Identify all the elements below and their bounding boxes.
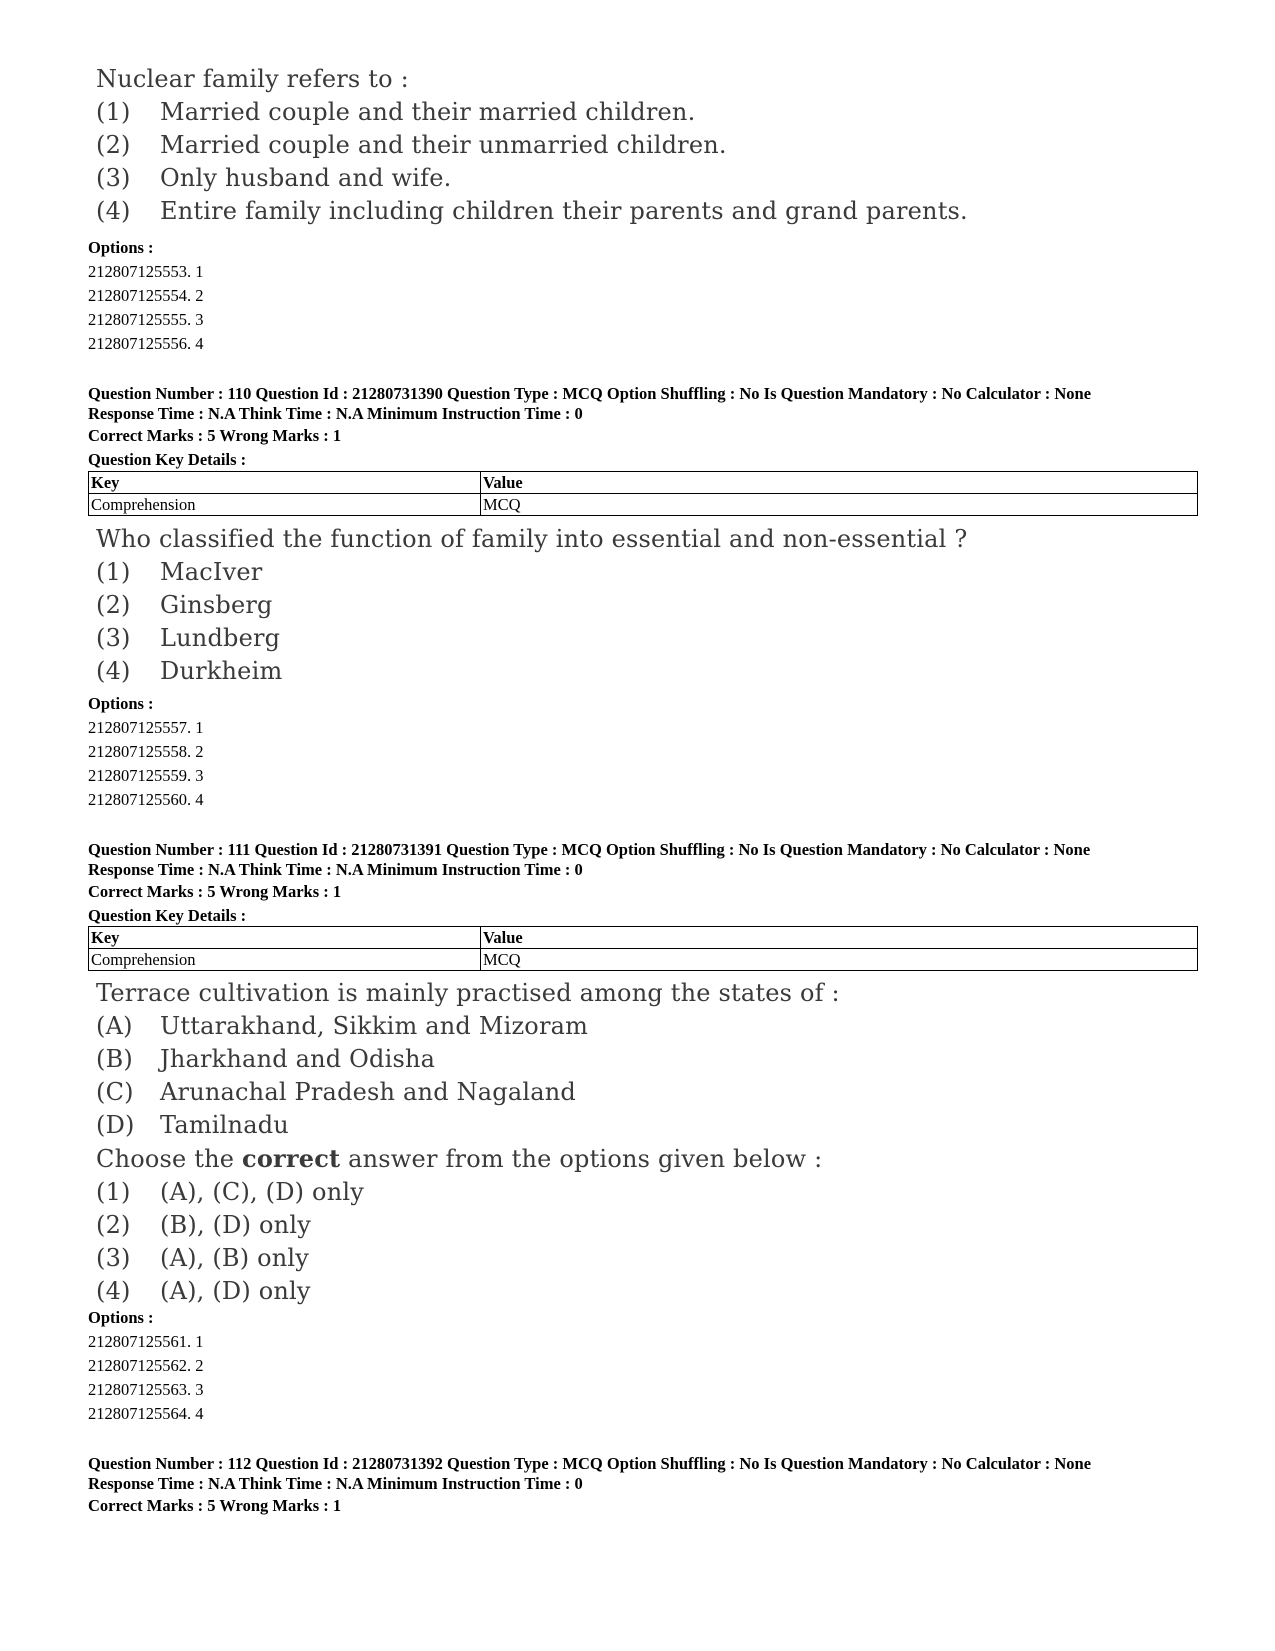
question-meta-111 <box>88 840 1090 880</box>
table-cell-value: MCQ <box>481 494 1198 516</box>
meta-line: Response Time : N.A Think Time : N.A Minimum Instruction Time : 0 <box>88 404 583 423</box>
meta-line: Question Number : 111 Question Id : 21280731391 Question Type : MCQ Option Shuffling : No Is Question Mandatory : No Calculator : None <box>88 840 1091 859</box>
meta-line: Question Number : 110 Question Id : 21280731390 Question Type : MCQ Option Shuffling : No Is Question Mandatory : No Calculator : None <box>88 384 1092 403</box>
marks-111 <box>88 880 341 928</box>
options-block-109 <box>88 236 204 356</box>
table-cell-key: Comprehension <box>89 494 481 516</box>
table-header-key: Key <box>89 472 481 494</box>
question-meta-110 <box>88 384 1091 424</box>
question-image-110 <box>96 522 967 688</box>
question-stem: Terrace cultivation is mainly practised among the states of : <box>96 979 840 1007</box>
meta-line: Question Number : 112 Question Id : 21280731392 Question Type : MCQ Option Shuffling : No Is Question Mandatory : No Calculator : None <box>88 1454 1092 1473</box>
question-statement: (A) Uttarakhand, Sikkim and Mizoram <box>96 1012 589 1040</box>
question-option: (1) MacIver <box>96 558 263 586</box>
question-option: (4) (A), (D) only <box>96 1277 311 1305</box>
question-meta-112 <box>88 1454 1091 1494</box>
meta-line: Response Time : N.A Think Time : N.A Minimum Instruction Time : 0 <box>88 860 583 879</box>
question-option: (1) (A), (C), (D) only <box>96 1178 365 1206</box>
marks-line: Correct Marks : 5 Wrong Marks : 1 <box>88 1496 342 1515</box>
options-block-111 <box>88 1306 204 1426</box>
option-id: 212807125559. 3 <box>88 766 204 785</box>
marks-112 <box>88 1494 341 1518</box>
options-label: Options : <box>88 238 154 257</box>
table-header-value: Value <box>481 472 1198 494</box>
options-label: Options : <box>88 1308 154 1327</box>
options-label: Options : <box>88 694 154 713</box>
option-id: 212807125558. 2 <box>88 742 204 761</box>
key-details-label: Question Key Details : <box>88 906 247 925</box>
question-statement: (B) Jharkhand and Odisha <box>96 1045 436 1073</box>
question-option: (2) Married couple and their unmarried children. <box>96 131 727 159</box>
question-option: (3) (A), (B) only <box>96 1244 310 1272</box>
marks-line: Correct Marks : 5 Wrong Marks : 1 <box>88 426 342 445</box>
question-option: (1) Married couple and their married children. <box>96 98 696 126</box>
table-header-value: Value <box>481 927 1198 949</box>
question-image-109 <box>96 62 968 228</box>
question-option: (2) Ginsberg <box>96 591 273 619</box>
option-id: 212807125561. 1 <box>88 1332 204 1351</box>
meta-line: Response Time : N.A Think Time : N.A Minimum Instruction Time : 0 <box>88 1474 583 1493</box>
question-image-111 <box>96 976 840 1308</box>
option-id: 212807125564. 4 <box>88 1404 204 1423</box>
question-statement: (D) Tamilnadu <box>96 1111 289 1139</box>
question-statement: (C) Arunachal Pradesh and Nagaland <box>96 1078 576 1106</box>
question-stem: Who classified the function of family into essential and non-essential ? <box>96 525 968 553</box>
question-option: (3) Lundberg <box>96 624 281 652</box>
question-option: (4) Entire family including children their parents and grand parents. <box>96 197 968 225</box>
option-id: 212807125555. 3 <box>88 310 204 329</box>
table-cell-key: Comprehension <box>89 949 481 971</box>
question-option: (3) Only husband and wife. <box>96 164 452 192</box>
question-option: (2) (B), (D) only <box>96 1211 311 1239</box>
options-block-110 <box>88 692 204 812</box>
table-header-key: Key <box>89 927 481 949</box>
question-option: (4) Durkheim <box>96 657 283 685</box>
choose-instruction: Choose the correct answer from the options given below : <box>96 1144 823 1173</box>
option-id: 212807125563. 3 <box>88 1380 204 1399</box>
marks-110 <box>88 424 341 472</box>
option-id: 212807125562. 2 <box>88 1356 204 1375</box>
option-id: 212807125553. 1 <box>88 262 204 281</box>
table-cell-value: MCQ <box>481 949 1198 971</box>
key-table-111 <box>88 926 1198 971</box>
option-id: 212807125560. 4 <box>88 790 204 809</box>
key-details-label: Question Key Details : <box>88 450 247 469</box>
option-id: 212807125556. 4 <box>88 334 204 353</box>
option-id: 212807125554. 2 <box>88 286 204 305</box>
option-id: 212807125557. 1 <box>88 718 204 737</box>
marks-line: Correct Marks : 5 Wrong Marks : 1 <box>88 882 342 901</box>
key-table-110 <box>88 471 1198 516</box>
question-stem: Nuclear family refers to : <box>96 65 409 93</box>
